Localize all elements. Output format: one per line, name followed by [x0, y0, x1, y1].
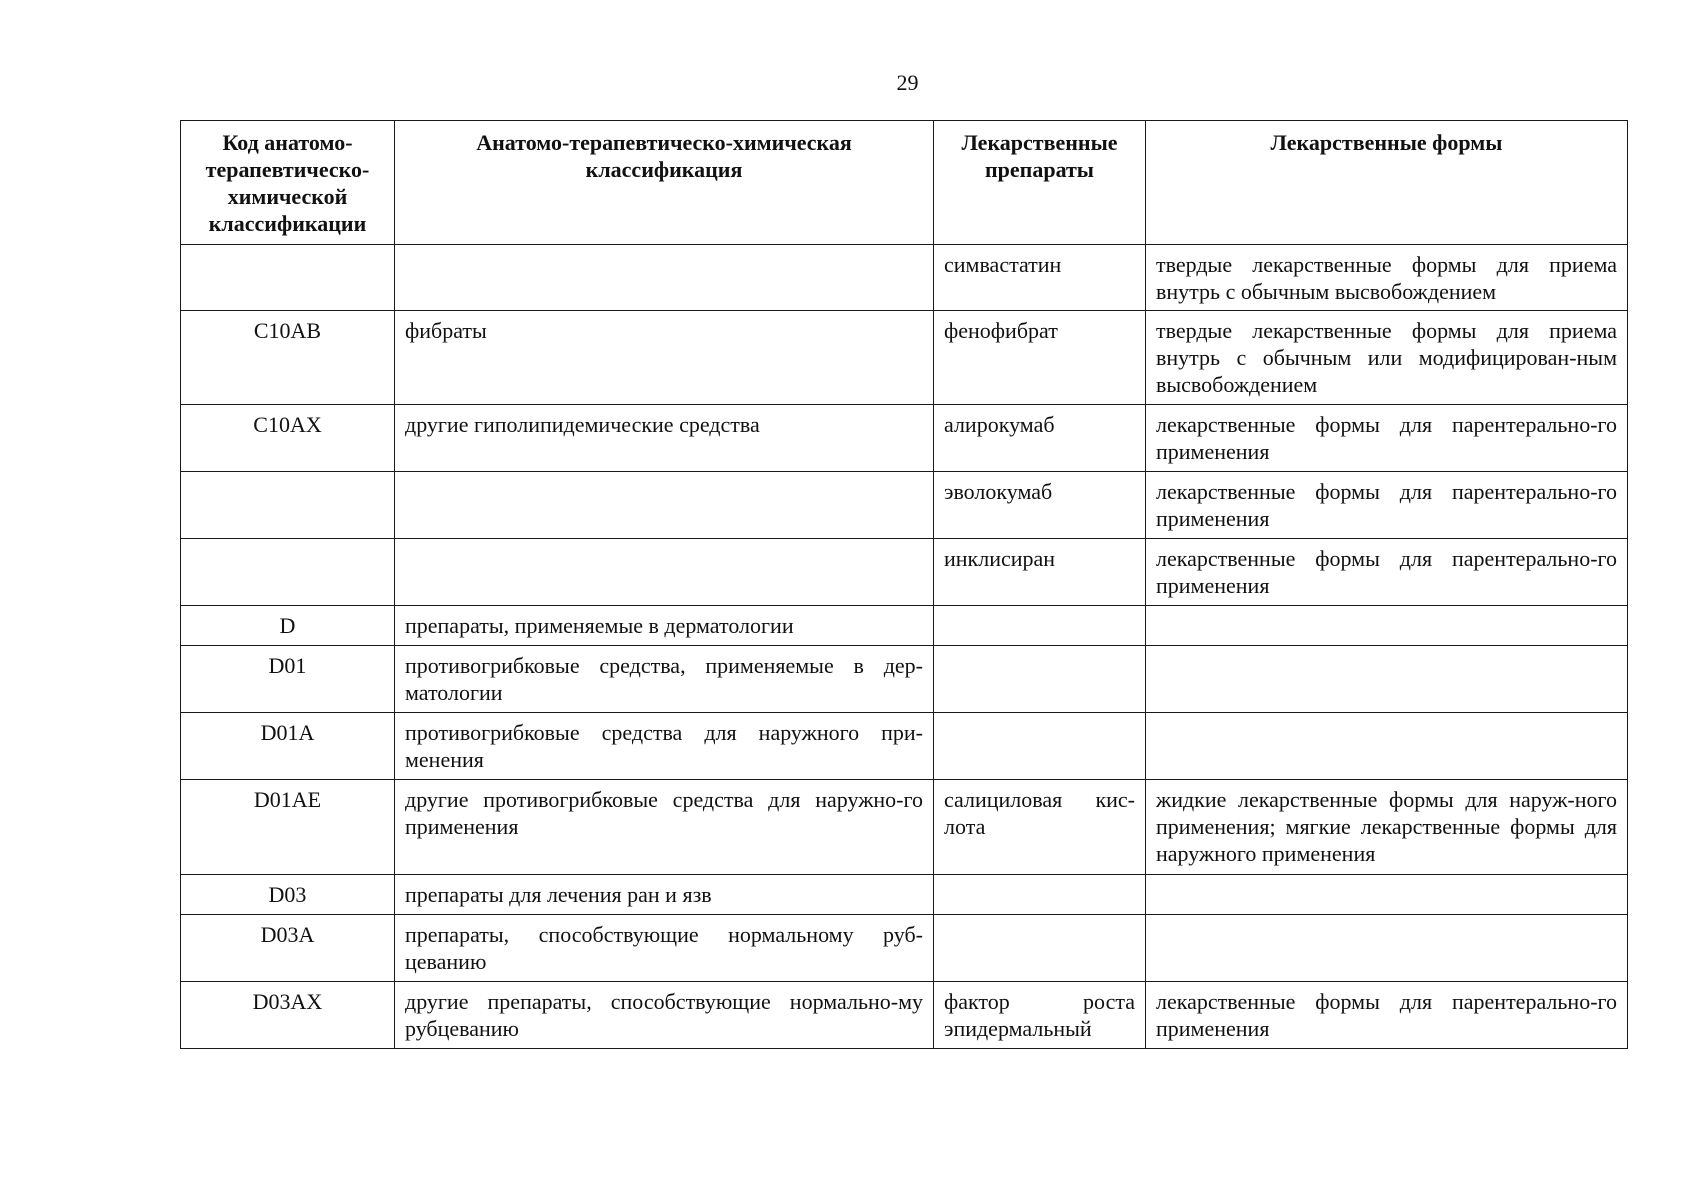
header-atc-classification: Анатомо-терапевтическо-химическая классификация: [395, 121, 934, 245]
cell-classification: другие противогрибковые средства для наружно-го применения: [395, 780, 934, 875]
cell-code: D03: [181, 875, 395, 915]
cell-code: D03AX: [181, 982, 395, 1049]
table-header-row: [181, 121, 1628, 245]
header-dosage-forms: Лекарственные формы: [1146, 121, 1628, 245]
cell-code: [181, 539, 395, 606]
cell-form: [1146, 606, 1628, 646]
page-number: 29: [896, 70, 919, 95]
header-atc-code: Код анатомо-терапевтическо-химической классификации: [181, 121, 395, 245]
atc-table: [180, 120, 1628, 1049]
cell-drug: салициловая кис-лота: [934, 780, 1146, 875]
cell-classification: препараты, применяемые в дерматологии: [395, 606, 934, 646]
cell-drug: симвастатин: [934, 245, 1146, 311]
header-drugs: Лекарственные препараты: [934, 121, 1146, 245]
cell-classification: [395, 245, 934, 311]
cell-classification: [395, 472, 934, 539]
cell-form: [1146, 915, 1628, 982]
cell-drug: алирокумаб: [934, 405, 1146, 472]
cell-code: [181, 472, 395, 539]
cell-classification: другие препараты, способствующие нормально-му рубцеванию: [395, 982, 934, 1049]
cell-drug: [934, 606, 1146, 646]
table-row: [181, 982, 1628, 1049]
table-row: [181, 606, 1628, 646]
cell-code: D01AE: [181, 780, 395, 875]
cell-form: лекарственные формы для парентерально-го применения: [1146, 982, 1628, 1049]
cell-classification: противогрибковые средства для наружного при-менения: [395, 713, 934, 780]
table-row: [181, 780, 1628, 875]
cell-code: D03A: [181, 915, 395, 982]
cell-drug: [934, 713, 1146, 780]
cell-drug: [934, 646, 1146, 713]
cell-drug: инклисиран: [934, 539, 1146, 606]
cell-code: D: [181, 606, 395, 646]
cell-form: [1146, 713, 1628, 780]
cell-code: D01A: [181, 713, 395, 780]
table-row: [181, 405, 1628, 472]
cell-drug: [934, 915, 1146, 982]
cell-form: [1146, 646, 1628, 713]
cell-classification: [395, 539, 934, 606]
cell-form: жидкие лекарственные формы для наруж-ного применения; мягкие лекарственные формы для наружного применения: [1146, 780, 1628, 875]
table-row: [181, 713, 1628, 780]
cell-form: лекарственные формы для парентерально-го применения: [1146, 539, 1628, 606]
table-row: [181, 915, 1628, 982]
cell-form: твердые лекарственные формы для приема внутрь с обычным высвобождением: [1146, 245, 1628, 311]
cell-classification: другие гиполипидемические средства: [395, 405, 934, 472]
cell-code: D01: [181, 646, 395, 713]
cell-drug: фактор роста эпидермальный: [934, 982, 1146, 1049]
cell-drug: фенофибрат: [934, 311, 1146, 405]
cell-form: лекарственные формы для парентерально-го применения: [1146, 472, 1628, 539]
cell-code: C10AB: [181, 311, 395, 405]
table-row: [181, 646, 1628, 713]
table-row: [181, 539, 1628, 606]
cell-classification: противогрибковые средства, применяемые в дер-матологии: [395, 646, 934, 713]
table-row: [181, 245, 1628, 311]
cell-classification: фибраты: [395, 311, 934, 405]
cell-code: [181, 245, 395, 311]
cell-classification: препараты, способствующие нормальному руб-цеванию: [395, 915, 934, 982]
cell-form: лекарственные формы для парентерально-го применения: [1146, 405, 1628, 472]
cell-classification: препараты для лечения ран и язв: [395, 875, 934, 915]
cell-form: [1146, 875, 1628, 915]
cell-drug: эволокумаб: [934, 472, 1146, 539]
table-row: [181, 311, 1628, 405]
table-row: [181, 472, 1628, 539]
cell-drug: [934, 875, 1146, 915]
cell-form: твердые лекарственные формы для приема внутрь с обычным или модифицирован-ным высвобождением: [1146, 311, 1628, 405]
table-row: [181, 875, 1628, 915]
cell-code: C10AX: [181, 405, 395, 472]
